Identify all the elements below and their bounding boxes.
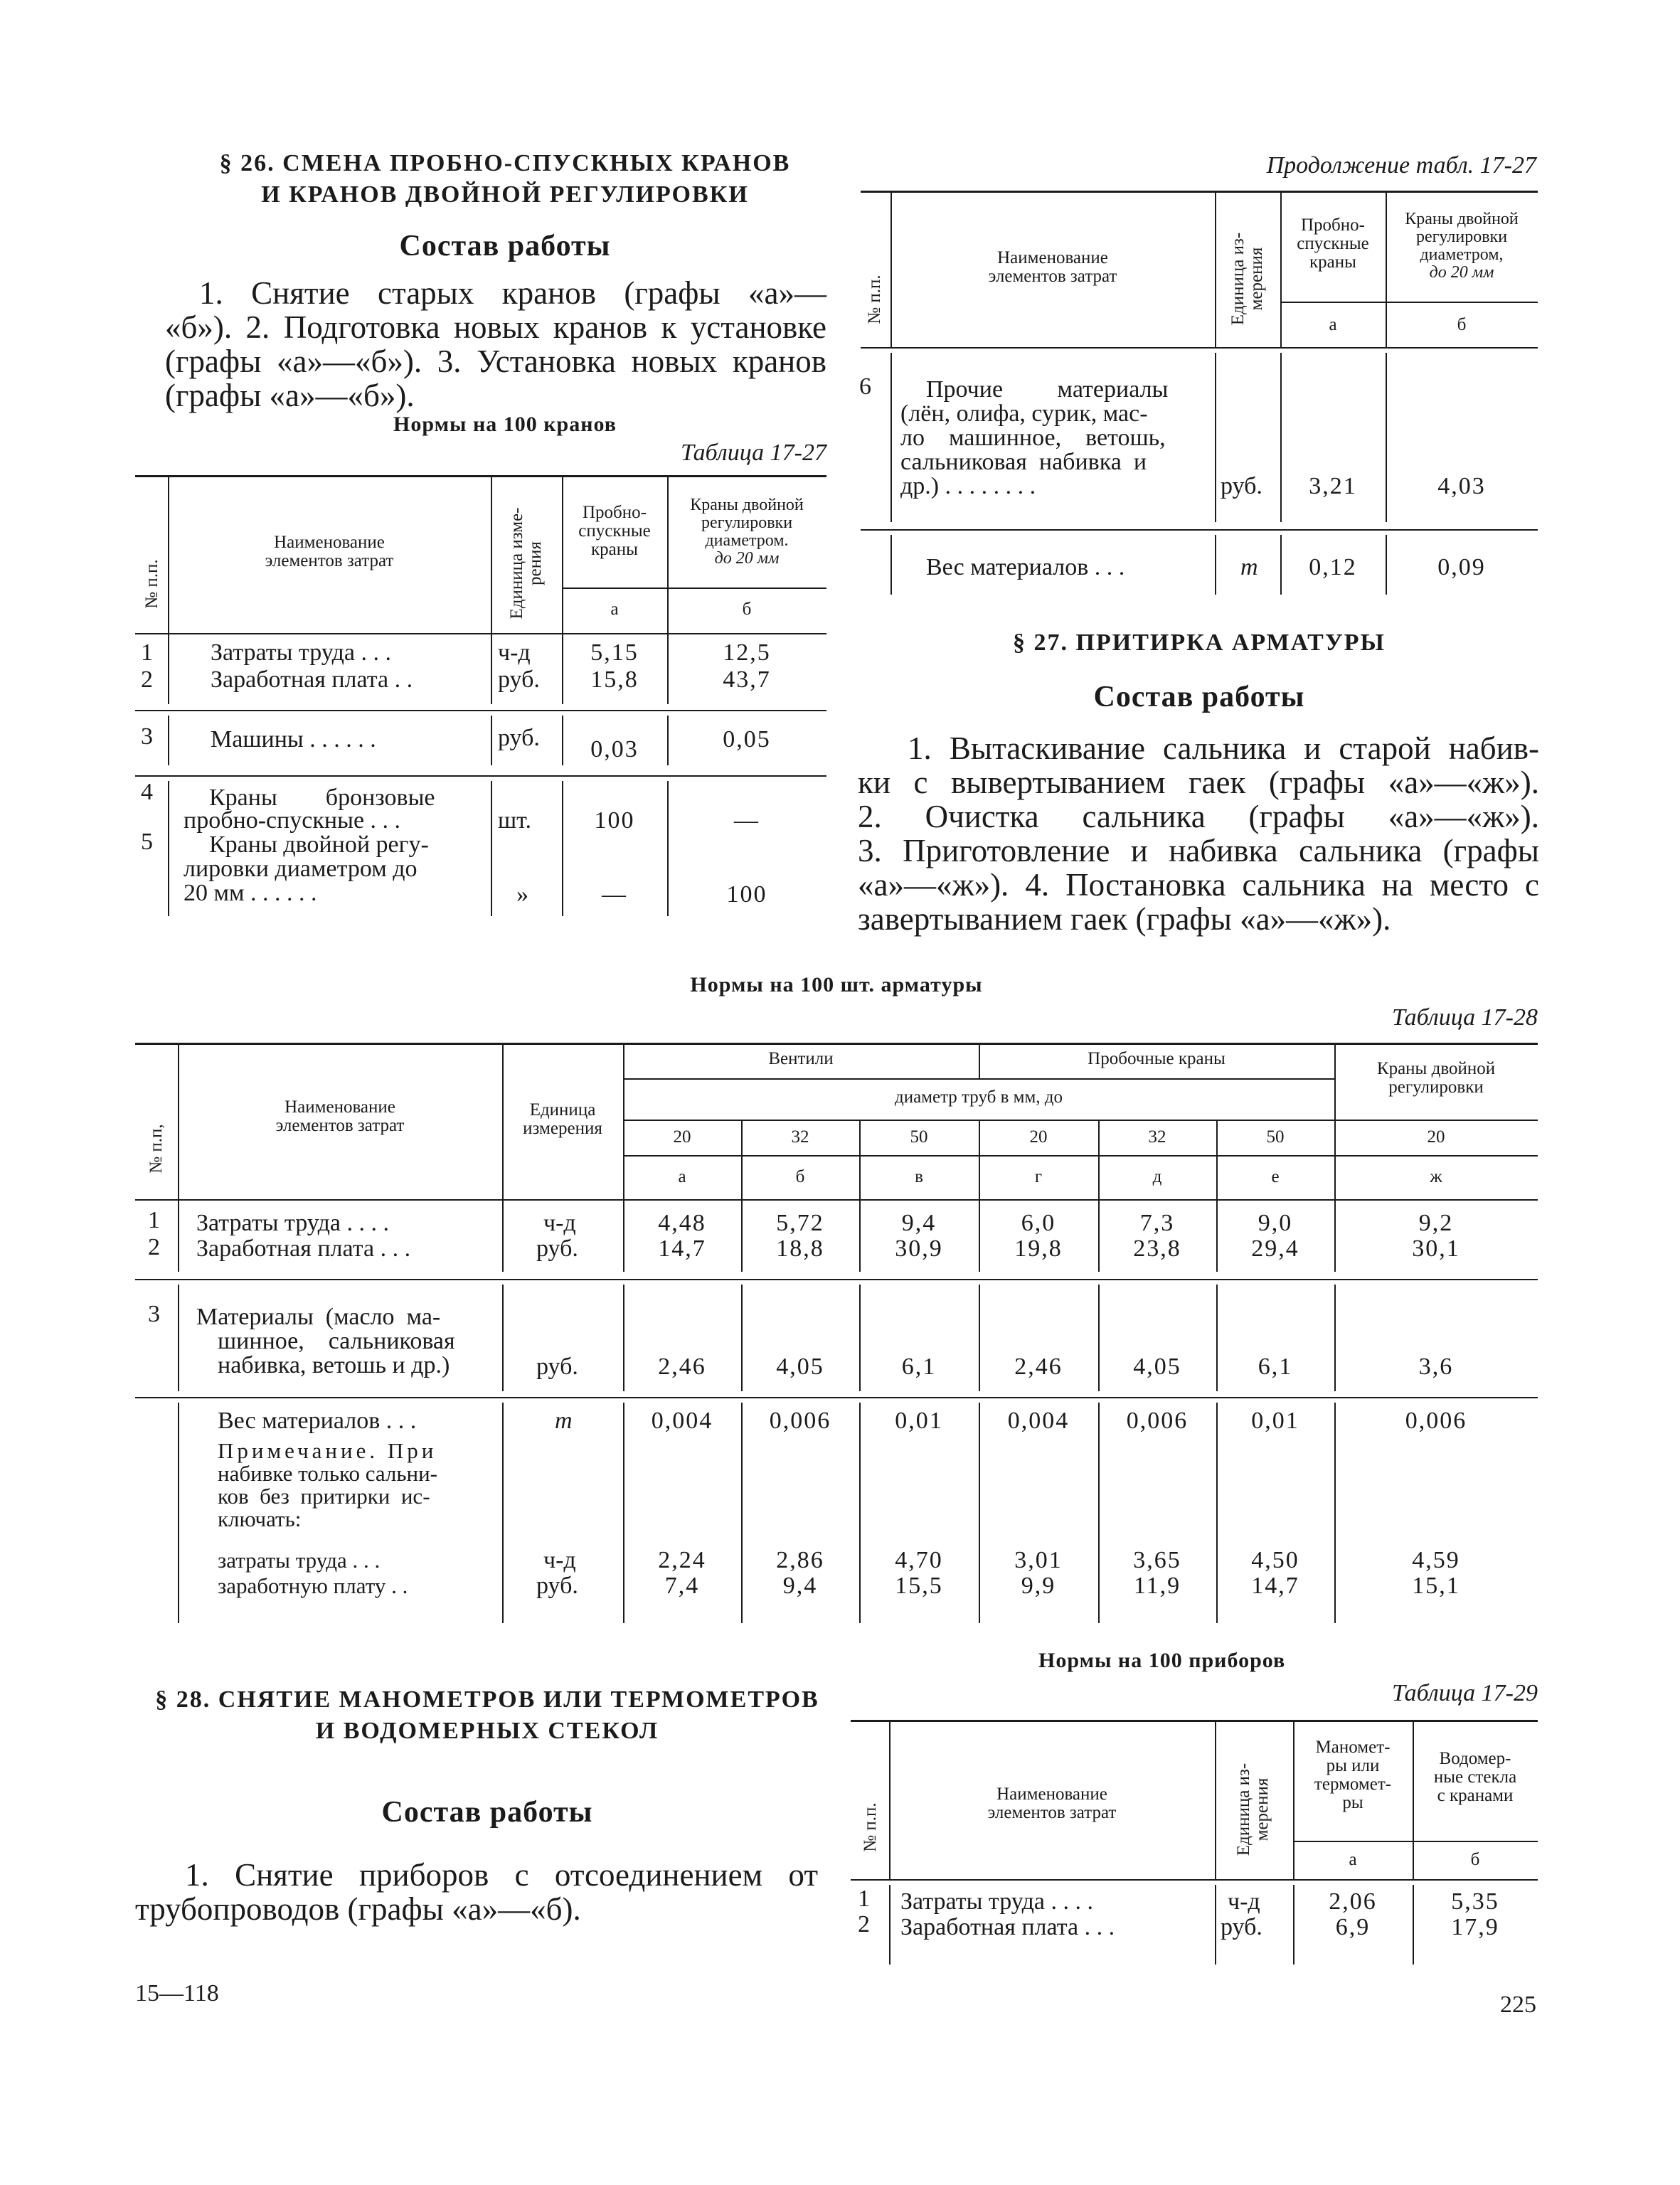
row-value: 9,9 — [1021, 1573, 1056, 1599]
row-value: 4,05 — [776, 1354, 824, 1380]
header-unit: Единица измерения — [523, 1100, 602, 1138]
header-name: Наименование элементов затрат — [987, 1785, 1117, 1822]
header-letter-a: а — [1329, 315, 1337, 334]
row-value-b: 43,7 — [723, 666, 771, 693]
table-rule — [1215, 191, 1216, 349]
note-line: ков без притирки ис- — [218, 1484, 430, 1509]
header-letter: д — [1152, 1167, 1162, 1186]
row-value: 18,8 — [776, 1235, 824, 1262]
header-diameter-value: 20 — [1427, 1127, 1445, 1147]
row-num: 1 — [858, 1886, 870, 1912]
table-rule — [135, 475, 826, 477]
row-value-a: 6,9 — [1335, 1914, 1371, 1940]
section-27-line: 1. Вытаскивание сальника и старой набив- — [908, 730, 1539, 766]
table-rule — [135, 1199, 1538, 1201]
section-28-title-line2: И ВОДОМЕРНЫХ СТЕКОЛ — [315, 1718, 659, 1744]
row-name: Затраты труда . . . — [211, 639, 392, 666]
note-line: ключать: — [218, 1506, 302, 1531]
row-value: 9,0 — [1258, 1210, 1293, 1236]
row-unit: шт. — [498, 807, 531, 834]
header-letter: ж — [1430, 1167, 1442, 1186]
header-unit: Единица из- мерения — [1234, 1763, 1272, 1856]
row-value: 4,70 — [895, 1547, 943, 1573]
table-rule — [178, 1285, 179, 1391]
table-rule — [851, 1879, 1538, 1881]
table-rule — [491, 475, 492, 633]
header-letter-a: а — [1349, 1850, 1357, 1869]
row-value: 15,5 — [895, 1573, 943, 1599]
table-rule — [491, 781, 492, 916]
row-value: 0,01 — [1251, 1408, 1299, 1434]
table-rule — [178, 1403, 179, 1623]
table-rule — [502, 1285, 504, 1391]
continuation-label: Продолжение табл. 17-27 — [1266, 152, 1536, 179]
header-diameter-value: 50 — [1266, 1127, 1285, 1147]
row-value: 23,8 — [1133, 1235, 1181, 1262]
header-name: Наименование элементов затрат — [988, 248, 1117, 286]
row-value: 14,7 — [1251, 1573, 1299, 1599]
printer-signature: 15—118 — [135, 1980, 219, 2006]
header-col-a: Маномет- ры или термомет- ры — [1314, 1738, 1392, 1812]
header-group-dvoynoy: Краны двойной регулировки — [1376, 1059, 1496, 1097]
norms-caption-17-29: Нормы на 100 приборов — [1038, 1649, 1286, 1672]
table-rule — [135, 633, 826, 634]
header-letter-b: б — [1457, 315, 1467, 334]
table-rule — [890, 353, 892, 522]
norms-caption-17-28: Нормы на 100 шт. арматуры — [690, 973, 983, 996]
row-num: 3 — [141, 723, 153, 750]
row-value: 4,59 — [1412, 1547, 1460, 1573]
row-value: 9,4 — [782, 1573, 818, 1599]
header-diameter: диаметр труб в мм, до — [894, 1088, 1063, 1107]
section-27-line: завертыванием гаек (графы «а»—«ж»). — [858, 901, 1391, 937]
row-value-a: 3,21 — [1309, 473, 1357, 499]
row-name: Материалы (масло ма- — [196, 1304, 441, 1330]
row-value: 3,01 — [1014, 1547, 1063, 1573]
row-value: 19,8 — [1014, 1235, 1063, 1262]
header-col-a: Пробно- спускные краны — [578, 503, 651, 559]
section-27-line: ки с вывертыванием гаек (графы «а»—«ж»). — [858, 765, 1539, 800]
header-col-b: Краны двойной регулировки диаметром, до 20 мм — [1405, 210, 1519, 282]
table-rule — [168, 781, 169, 916]
row-value-a: 5,15 — [590, 639, 639, 666]
row-value: 0,01 — [895, 1408, 943, 1434]
row-value-b: 12,5 — [723, 639, 771, 666]
table-rule — [1293, 1841, 1538, 1842]
row-unit: руб. — [536, 1354, 578, 1380]
header-col-b: Водомер- ные стекла с кранами — [1433, 1749, 1517, 1805]
row-name: ло машинное, ветошь, — [900, 425, 1166, 451]
row-value: 6,1 — [1258, 1354, 1293, 1380]
section-28-sostav-heading: Состав работы — [381, 1796, 593, 1829]
table-rule — [623, 1078, 1334, 1080]
row-unit: » — [516, 881, 528, 908]
table-rule — [168, 716, 169, 765]
section-26-line: 1. Снятие старых кранов (графы «а»— — [199, 275, 826, 311]
row-value: 7,3 — [1139, 1210, 1175, 1236]
table-rule — [135, 1043, 1538, 1045]
table-rule — [562, 588, 826, 589]
row-value: 0,004 — [1007, 1408, 1070, 1434]
header-name: Наименование элементов затрат — [275, 1097, 405, 1135]
row-unit: руб. — [498, 666, 540, 693]
row-value: 15,1 — [1412, 1573, 1460, 1599]
section-26-title-line1: § 26. СМЕНА ПРОБНО-СПУСКНЫХ КРАНОВ — [219, 150, 791, 176]
section-26-line: (графы «а»—«б»). 3. Установка новых кранов — [165, 344, 826, 379]
row-value: 0,006 — [769, 1408, 831, 1434]
section-26-sostav-heading: Состав работы — [399, 230, 611, 262]
row-unit: руб. — [1221, 473, 1262, 499]
header-col-a: Пробно- спускные краны — [1297, 216, 1369, 272]
row-value-a: 100 — [594, 807, 635, 834]
row-name: пробно-спускные . . . — [184, 807, 401, 834]
table-rule — [178, 1199, 179, 1272]
row-value: 3,6 — [1418, 1354, 1454, 1380]
row-name: шинное, сальниковая — [218, 1328, 455, 1354]
row-name: сальниковая набивка и — [900, 449, 1147, 475]
row-value-a: 2,06 — [1329, 1888, 1377, 1915]
row-unit: ч-д — [498, 639, 531, 666]
note-line: набивке только сальни- — [218, 1461, 438, 1486]
row-value: 2,46 — [1014, 1354, 1063, 1380]
note-line: Примечание. При — [218, 1438, 437, 1463]
header-num: № п.п, — [147, 1124, 166, 1174]
header-letter-b: б — [1470, 1850, 1480, 1869]
row-name: Заработная плата . . . — [900, 1914, 1115, 1940]
header-name: Наименование элементов затрат — [265, 533, 394, 570]
header-letter: г — [1034, 1167, 1043, 1186]
header-letter: в — [915, 1167, 923, 1186]
section-26-title-line2: И КРАНОВ ДВОЙНОЙ РЕГУЛИРОВКИ — [261, 181, 749, 208]
row-unit: ч-д — [1228, 1888, 1260, 1915]
row-unit: ч-д — [543, 1210, 576, 1236]
row-num: 3 — [148, 1301, 160, 1327]
table-rule — [1215, 1885, 1216, 1965]
row-num: 5 — [141, 829, 153, 855]
section-27-title: § 27. ПРИТИРКА АРМАТУРЫ — [1013, 629, 1386, 656]
table-rule — [502, 1199, 504, 1272]
row-value-b: 4,03 — [1437, 473, 1486, 499]
table-rule — [135, 1279, 1538, 1280]
table-rule — [861, 191, 1538, 193]
row-value-a: 0,03 — [590, 736, 639, 762]
row-value: 0,004 — [651, 1408, 713, 1434]
header-num: № п.п. — [865, 275, 884, 324]
row-value-b: 0,09 — [1437, 554, 1486, 580]
row-value: 9,4 — [901, 1210, 937, 1236]
table-rule — [1215, 535, 1216, 595]
section-27-line: «а»—«ж»). 4. Постановка сальника на место с — [858, 867, 1539, 903]
table-rule — [623, 1120, 1538, 1121]
table-rule — [502, 1403, 504, 1623]
row-name: набивка, ветошь и др.) — [218, 1352, 450, 1378]
section-28-line: трубопроводов (графы «а»—«б). — [135, 1891, 581, 1927]
table-rule — [135, 1397, 1538, 1398]
row-unit: т — [555, 1408, 573, 1434]
section-26-line: «б»). 2. Подготовка новых кранов к установке — [165, 309, 826, 345]
row-value: 30,1 — [1412, 1235, 1460, 1262]
header-group-probkovye: Пробочные краны — [1088, 1049, 1226, 1068]
header-num: № п.п. — [142, 559, 161, 609]
row-value: 9,2 — [1418, 1210, 1454, 1236]
row-name: Затраты труда . . . . — [900, 1888, 1094, 1915]
row-name: лировки диаметром до — [184, 856, 418, 882]
row-value-b: 100 — [726, 881, 767, 908]
section-28-body — [135, 1858, 818, 1926]
header-letter-a: а — [610, 600, 619, 619]
header-unit: Единица изме- рения — [507, 507, 545, 620]
row-value: 11,9 — [1133, 1573, 1181, 1599]
row-value-a: 15,8 — [590, 666, 639, 693]
row-name: Машины . . . . . . — [211, 726, 376, 753]
row-name: Вес материалов . . . — [926, 554, 1125, 580]
row-value: 2,24 — [658, 1547, 706, 1573]
row-value-b: 17,9 — [1451, 1914, 1499, 1940]
row-name: Краны бронзовые — [209, 785, 435, 811]
row-value: 14,7 — [658, 1235, 706, 1262]
row-value: 7,4 — [664, 1573, 700, 1599]
row-value-b: — — [734, 807, 760, 834]
section-26-body — [165, 276, 826, 413]
table-rule — [889, 1885, 890, 1965]
section-27-sostav-heading: Состав работы — [1093, 681, 1305, 713]
table-rule — [135, 710, 826, 711]
row-num: 2 — [141, 666, 153, 693]
table-17-28-label: Таблица 17-28 — [1392, 1004, 1538, 1031]
row-num: 2 — [148, 1234, 160, 1260]
row-name: 20 мм . . . . . . — [184, 880, 317, 906]
table-rule — [1280, 302, 1538, 303]
section-27-line: 2. Очистка сальника (графы «а»—«ж»). — [858, 799, 1539, 834]
row-name: Вес материалов . . . — [218, 1408, 417, 1434]
header-letter: е — [1271, 1167, 1280, 1186]
row-name: затраты труда . . . — [218, 1548, 381, 1573]
row-value-b: 0,05 — [723, 726, 771, 753]
row-value: 2,86 — [776, 1547, 824, 1573]
row-name: заработную плату . . — [218, 1573, 408, 1598]
table-rule — [135, 775, 826, 777]
section-26-line: (графы «а»—«б»). — [165, 378, 415, 413]
table-rule — [623, 1155, 1538, 1157]
header-num: № п.п. — [861, 1802, 880, 1852]
page-number: 225 — [1500, 1992, 1536, 2018]
table-rule — [851, 1720, 1538, 1722]
table-rule — [861, 529, 1538, 531]
header-diameter-value: 20 — [673, 1127, 691, 1147]
header-letter: б — [795, 1167, 805, 1186]
row-num: 2 — [858, 1911, 870, 1937]
row-value: 0,006 — [1126, 1408, 1189, 1434]
section-27-body — [858, 731, 1539, 936]
row-num: 6 — [859, 373, 871, 400]
row-value-a: 0,12 — [1309, 554, 1357, 580]
row-value: 4,48 — [658, 1210, 706, 1236]
table-rule — [1215, 1720, 1216, 1879]
section-28-title-line1: § 28. СНЯТИЕ МАНОМЕТРОВ ИЛИ ТЕРМОМЕТРОВ — [155, 1686, 819, 1713]
row-unit: руб. — [536, 1573, 578, 1599]
row-name: Заработная плата . . . — [196, 1235, 411, 1262]
row-name: др.) . . . . . . . . — [900, 473, 1036, 499]
row-name: (лён, олифа, сурик, мас- — [900, 400, 1148, 427]
row-value-a: — — [602, 881, 627, 908]
row-unit: т — [1240, 554, 1258, 580]
row-unit: руб. — [498, 725, 540, 751]
table-rule — [861, 347, 1538, 349]
header-unit: Единица из- мерения — [1228, 232, 1266, 326]
table-rule — [491, 633, 492, 704]
header-group-ventili: Вентили — [768, 1049, 834, 1068]
row-num: 4 — [141, 779, 153, 805]
norms-caption-17-27: Нормы на 100 кранов — [393, 413, 617, 436]
header-letter-b: б — [742, 600, 752, 619]
row-name: Затраты труда . . . . — [196, 1210, 390, 1236]
table-rule — [890, 535, 892, 595]
row-value: 5,72 — [776, 1210, 824, 1236]
row-unit: ч-д — [543, 1547, 576, 1573]
row-value: 4,50 — [1251, 1547, 1299, 1573]
table-rule — [168, 633, 169, 704]
row-unit: руб. — [536, 1235, 578, 1262]
table-17-29-label: Таблица 17-29 — [1392, 1680, 1538, 1706]
row-value: 6,0 — [1021, 1210, 1056, 1236]
table-rule — [1215, 353, 1216, 522]
header-diameter-value: 32 — [1148, 1127, 1166, 1147]
row-value: 3,65 — [1133, 1547, 1181, 1573]
table-rule — [491, 716, 492, 765]
row-num: 1 — [141, 639, 153, 666]
row-value: 2,46 — [658, 1354, 706, 1380]
header-letter: а — [678, 1167, 686, 1186]
section-28-line: 1. Снятие приборов с отсоединением от — [185, 1857, 818, 1893]
row-unit: руб. — [1221, 1914, 1262, 1940]
section-27-line: 3. Приготовление и набивка сальника (графы — [858, 833, 1539, 868]
row-name: Краны двойной регу- — [209, 831, 429, 858]
row-value: 0,006 — [1405, 1408, 1467, 1434]
row-value: 6,1 — [901, 1354, 937, 1380]
row-value: 4,05 — [1133, 1354, 1181, 1380]
row-name: Заработная плата . . — [211, 666, 413, 693]
row-name: Прочие материалы — [926, 376, 1169, 403]
table-17-27-label: Таблица 17-27 — [681, 440, 826, 466]
header-diameter-value: 50 — [910, 1127, 928, 1147]
header-diameter-value: 32 — [791, 1127, 809, 1147]
header-col-b: Краны двойной регулировки диаметром. до 20 мм — [690, 496, 804, 568]
row-value-b: 5,35 — [1451, 1888, 1499, 1915]
row-value: 30,9 — [895, 1235, 943, 1262]
row-num: 1 — [148, 1207, 160, 1233]
row-value: 29,4 — [1251, 1235, 1299, 1262]
header-diameter-value: 20 — [1029, 1127, 1048, 1147]
